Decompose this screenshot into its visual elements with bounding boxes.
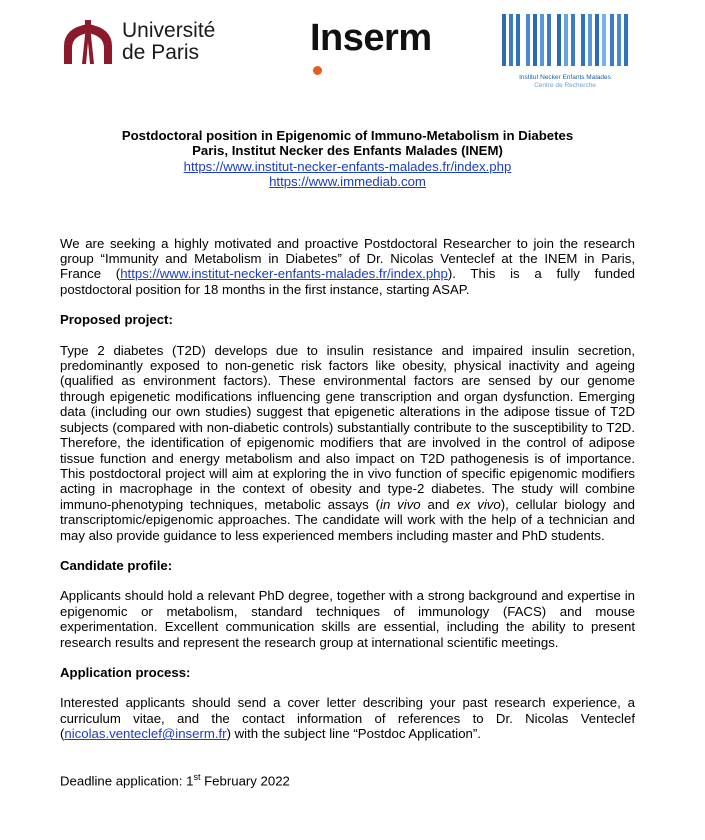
- contact-email-link[interactable]: nicolas.venteclef@inserm.fr: [64, 726, 227, 742]
- title-line-2: Paris, Institut Necker des Enfants Malades (INEM): [192, 143, 503, 159]
- immediab-website-link[interactable]: https://www.immediab.com: [269, 174, 426, 190]
- eiffel-arch-icon: [60, 20, 116, 64]
- intro-paragraph: We are seeking a highly motivated and proactive Postdoctoral Researcher to join the research group “Immunity and Metabolism in Diabetes” of Dr. Nicolas Venteclef at the INEM in Paris, France (https://www.institut-necker-enfants-malades.fr/index.php). This is a fully funded postdoctoral position for 18 months in the first instance, starting ASAP.: [60, 235, 635, 297]
- project-heading: Proposed project:: [60, 312, 173, 328]
- de-paris-label: de Paris: [122, 41, 200, 64]
- inserm-logo: [310, 18, 432, 58]
- application-heading: Application process:: [60, 664, 191, 680]
- inem-subcaption: Centre de Recherche: [534, 82, 596, 89]
- application-paragraph: Interested applicants should send a cover letter describing your past research experience, a curriculum vitae, and the contact information of references to Dr. Nicolas Venteclef (nicolas.venteclef@inserm.fr) with the subject line “Postdoc Application”.: [60, 695, 635, 742]
- inserm-wordmark: Inserm: [310, 17, 432, 59]
- profile-paragraph: Applicants should hold a relevant PhD degree, together with a strong background and expertise in epigenomic or metabolism, standard techniques of immunology (FACS) and mouse experimentation. Excellent communication skills are essential, including the ability to present research results and represent the research group at international scientific meetings.: [60, 588, 635, 650]
- page-title: [60, 128, 635, 159]
- universite-de-paris-wordmark: [122, 20, 215, 64]
- header-links: [60, 159, 635, 190]
- project-paragraph: Type 2 diabetes (T2D) develops due to insulin resistance and impaired insulin secretion, predominantly exposed to non-genetic risk factors like obesity, physical inactivity and ageing (qualified as environment factors). These environmental factors are sensed by our genome through epigenetic modifications influencing gene transcription and organ dysfunction. Emerging data (including our own studies) suggest that epigenetic alterations in the adipose tissue of T2D subjects (compared with non-diabetic controls) substantially contribute to the susceptibility to T2D. Therefore, the identification of epigenomic modifiers that are involved in the control of adipose tissue function and energy metabolism and also impact on T2D pathogenesis is of importance. This postdoctoral project will aim at exploring the in vivo function of specific epigenomic modifiers acting in macrophage in the context of obesity and type-2 diabetes. The study will combine immuno-phenotyping techniques, metabolic assays (in vivo and ex vivo), cellular biology and transcriptomic/epigenomic approaches. The candidate will work with the help of a technician and may also provide guidance to less experienced members including master and PhD students.: [60, 342, 635, 543]
- inem-caption: Institut Necker Enfants Malades: [519, 74, 611, 81]
- intro-inem-link[interactable]: https://www.institut-necker-enfants-malades.fr/index.php: [120, 266, 448, 282]
- deadline-text: Deadline application: 1st February 2022: [60, 771, 290, 788]
- inserm-dot-icon: [313, 66, 322, 75]
- logo-bar: [0, 0, 705, 100]
- profile-heading: Candidate profile:: [60, 557, 173, 573]
- universite-de-paris-logo: [60, 20, 215, 64]
- document-body: [60, 128, 635, 788]
- inem-website-link[interactable]: https://www.institut-necker-enfants-malades.fr/index.php: [183, 158, 512, 174]
- universite-label: Université: [122, 19, 216, 42]
- inem-bars-icon: [500, 14, 630, 66]
- inem-logo: [500, 14, 630, 90]
- title-line-1: Postdoctoral position in Epigenomic of Immuno-Metabolism in Diabetes: [121, 128, 574, 143]
